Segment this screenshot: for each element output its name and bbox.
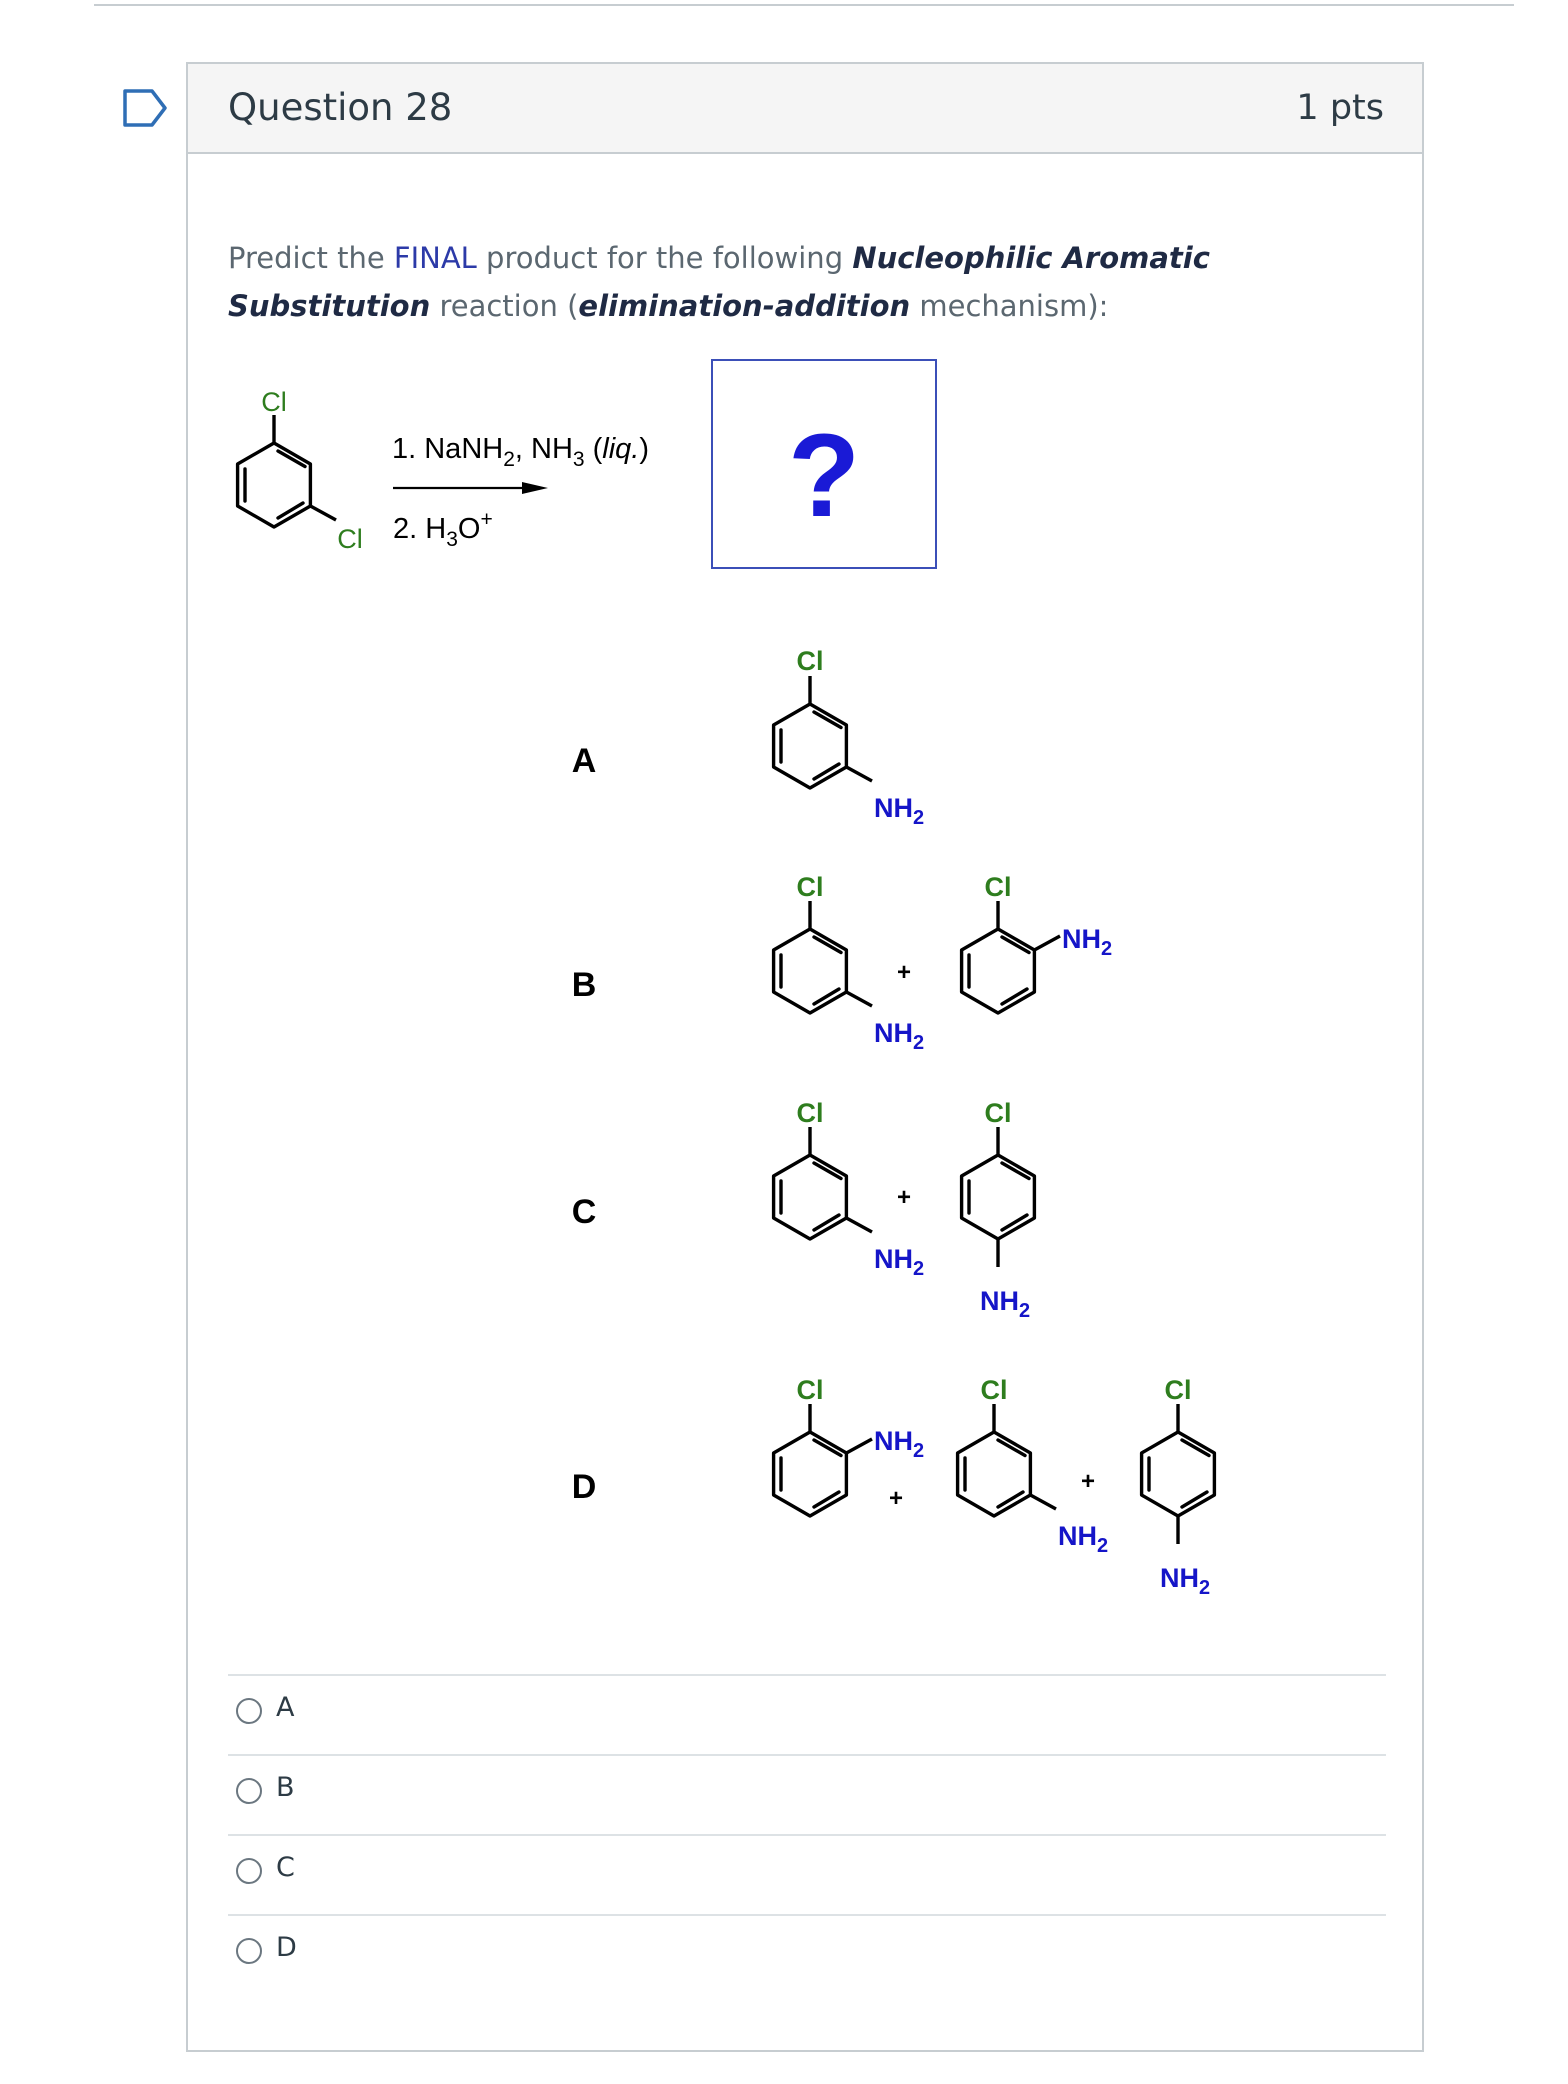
chlorine-label: Cl (796, 646, 824, 676)
chlorine-label: Cl (796, 872, 824, 902)
plus-sign: + (888, 1485, 904, 1512)
product-b-ortho (962, 872, 1113, 1013)
chlorine-label: Cl (980, 1375, 1008, 1405)
chlorine-label: Cl (796, 1098, 824, 1128)
plus-sign: + (1080, 1468, 1096, 1495)
chlorine-label: Cl (984, 1098, 1012, 1128)
question-points: 1 pts (1296, 88, 1384, 128)
question-card (186, 62, 1424, 2052)
product-d-para (1142, 1375, 1215, 1599)
chlorine-label: Cl (1164, 1375, 1192, 1405)
prompt-text: mechanism): (910, 289, 1109, 323)
starting-material (238, 387, 363, 554)
reaction-scheme (188, 64, 1422, 1664)
chlorine-label: Cl (261, 387, 287, 417)
amine-label: $NH_2$ (874, 793, 925, 829)
radio-button[interactable] (236, 1858, 262, 1884)
amine-label: $NH_2$ (1058, 1521, 1109, 1557)
answer-choice-c[interactable] (228, 1834, 1386, 1914)
question-mark: ? (787, 410, 861, 542)
option-label-d: D (571, 1468, 597, 1506)
amine-label: $NH_2$ (980, 1286, 1031, 1322)
answer-choice-b[interactable] (228, 1754, 1386, 1834)
radio-button[interactable] (236, 1778, 262, 1804)
chlorine-label: Cl (337, 524, 363, 554)
reagent-step-1: 1. NaNH$_2$, $NH_3$ (liq.) (392, 433, 650, 471)
choice-label[interactable]: D (276, 1932, 297, 1963)
product-a-meta (774, 646, 925, 829)
chlorine-label: Cl (796, 1375, 824, 1405)
radio-button[interactable] (236, 1938, 262, 1964)
answer-choice-d[interactable] (228, 1914, 1386, 1994)
question-title: Question 28 (228, 86, 453, 129)
reagent-step-2: 2. $H_3O^+$ (393, 508, 493, 551)
chlorine-label: Cl (984, 872, 1012, 902)
prompt-reaction-type: Nucleophilic Aromatic Substitution (228, 241, 1210, 323)
amine-label: $NH_2$ (874, 1244, 925, 1280)
amine-label: $NH_2$ (1062, 924, 1113, 960)
amine-label: $NH_2$ (874, 1426, 925, 1462)
option-label-a: A (571, 742, 597, 780)
option-label-b: B (571, 966, 597, 1004)
top-divider (94, 4, 1514, 6)
radio-button[interactable] (236, 1698, 262, 1724)
choice-label[interactable]: B (276, 1772, 295, 1803)
choice-label[interactable]: C (276, 1852, 295, 1883)
choice-label[interactable]: A (276, 1692, 295, 1723)
product-c-para (962, 1098, 1035, 1322)
amine-label: $NH_2$ (1160, 1563, 1211, 1599)
prompt-mechanism: elimination-addition (578, 289, 911, 323)
plus-sign: + (896, 1184, 912, 1211)
answer-choice-a[interactable] (228, 1674, 1386, 1754)
prompt-final: FINAL (393, 241, 477, 275)
flag-question-icon[interactable] (122, 88, 168, 128)
answer-choices (228, 1674, 1386, 1994)
prompt-text: reaction ( (430, 289, 579, 323)
reagents (392, 433, 649, 551)
product-d-meta (958, 1375, 1109, 1557)
prompt-text: product for the following (476, 241, 853, 275)
prompt-text: Predict the (228, 241, 394, 275)
plus-sign: + (896, 959, 912, 986)
amine-label: $NH_2$ (874, 1018, 925, 1054)
option-label-c: C (571, 1193, 597, 1231)
